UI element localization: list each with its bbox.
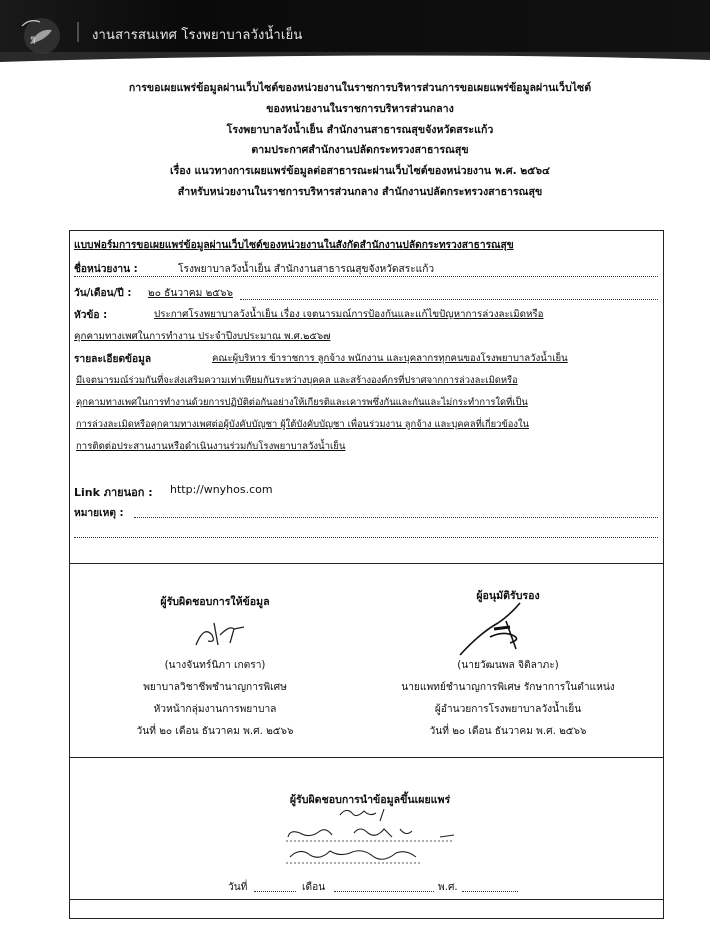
- header-line: สำหรับหน่วยงานในราชการบริหารส่วนกลาง สำนักงานปลัดกระทรวงสาธารณสุข: [177, 185, 543, 198]
- approver-signature-icon: [450, 593, 560, 663]
- date-value: ๒๐ ธันวาคม ๒๕๖๖: [148, 288, 233, 299]
- detail-line: มีเจตนารมณ์ร่วมกันที่จะส่งเสริมความเท่าเทียมกันระหว่างบุคคล และสร้างองค์กรที่ปราศจากการล่วงละเมิดหรือ: [76, 375, 518, 386]
- document-header: [60, 78, 660, 203]
- form-title: แบบฟอร์มการขอเผยแพร่ข้อมูลผ่านเว็บไซต์ของหน่วยงานในสังกัดสำนักงานปลัดกระทรวงสาธารณสุข: [74, 240, 514, 251]
- topic-line: คุกคามทางเพศในการทำงาน ประจำปีงบประมาณ พ.ศ.๒๕๖๗: [74, 331, 331, 342]
- approver-title: ผู้อนุมัติรับรอง: [476, 590, 540, 602]
- section-divider: [70, 563, 663, 564]
- provider-signature-icon: [190, 615, 250, 651]
- svg-text:ๆ: ๆ: [30, 34, 36, 45]
- form-frame: [69, 230, 664, 919]
- link-label: Link ภายนอก :: [74, 486, 153, 499]
- publisher-title: ผู้รับผิดชอบการนำข้อมูลขึ้นเผยแพร่: [289, 794, 451, 806]
- date-label: วัน/เดือน/ปี :: [74, 288, 132, 299]
- header-line: เรื่อง แนวทางการเผยแพร่ข้อมูลต่อสาธารณะผ่านเว็บไซต์ของหน่วยงาน พ.ศ. ๒๕๖๔: [169, 165, 551, 178]
- detail-line: คุกคามทางเพศในการทำงานด้วยการปฏิบัติต่อกันอย่างให้เกียรติและเคารพซึ่งกันและกันและไม่กระทำการใดที่เป็น: [76, 397, 528, 408]
- section-divider: [70, 757, 663, 758]
- org-label: ชื่อหน่วยงาน :: [74, 264, 138, 275]
- dotted-rule: [334, 891, 434, 892]
- publish-date-year-label: พ.ศ.: [438, 882, 458, 893]
- dotted-rule: [134, 517, 658, 518]
- header-line: โรงพยาบาลวังน้ำเย็น สำนักงานสาธารณสุขจังหวัดสระแก้ว: [226, 123, 494, 136]
- header-line: ของหน่วยงานในราชการบริหารส่วนกลาง: [266, 102, 454, 115]
- approver-date: วันที่ ๒๐ เดือน ธันวาคม พ.ศ. ๒๕๖๖: [429, 726, 587, 737]
- detail-line: การติดต่อประสานงานหรือดำเนินงานร่วมกับโรงพยาบาลวังน้ำเย็น: [76, 441, 346, 452]
- provider-position: พยาบาลวิชาชีพชำนาญการพิเศษ: [143, 682, 287, 693]
- dotted-rule: [462, 891, 518, 892]
- dotted-rule: [74, 276, 658, 277]
- header-line: ตามประกาศสำนักงานปลัดกระทรวงสาธารณสุข: [251, 144, 469, 157]
- topic-line: ประกาศโรงพยาบาลวังน้ำเย็น เรื่อง เจตนารมณ์การป้องกันและแก้ไขปัญหาการล่วงละเมิดหรือ: [154, 309, 544, 320]
- detail-line: คณะผู้บริหาร ข้าราชการ ลูกจ้าง พนักงาน และบุคลากรทุกคนของโรงพยาบาลวังน้ำเย็น: [212, 353, 568, 364]
- note-label: หมายเหตุ :: [74, 508, 124, 519]
- org-value: โรงพยาบาลวังน้ำเย็น สำนักงานสาธารณสุขจังหวัดสระแก้ว: [178, 264, 435, 275]
- header-banner: [0, 0, 710, 62]
- link-value[interactable]: http://wnyhos.com: [170, 483, 273, 496]
- dotted-rule: [74, 537, 658, 538]
- approver-name: (นายวัฒนพล จิติลาภะ): [457, 660, 559, 671]
- detail-label: รายละเอียดข้อมูล: [74, 354, 152, 365]
- detail-line: การล่วงละเมิดหรือคุกคามทางเพศต่อผู้บังคับบัญชา ผู้ใต้บังคับบัญชา เพื่อนร่วมงาน ลูกจ้าง และบุคคลที่เกี่ยวข้องใน: [76, 419, 529, 430]
- provider-name: (นางจันทร์นิภา เกตรา): [164, 660, 266, 671]
- topic-label: หัวข้อ :: [74, 310, 108, 321]
- dotted-rule: [254, 891, 296, 892]
- publisher-signature-icon: [280, 803, 470, 873]
- section-divider: [70, 899, 663, 900]
- banner-title: งานสารสนเทศ โรงพยาบาลวังน้ำเย็น: [92, 28, 303, 43]
- provider-role: หัวหน้ากลุ่มงานการพยาบาล: [153, 704, 277, 715]
- approver-position: นายแพทย์ชำนาญการพิเศษ รักษาการในตำแหน่ง: [401, 682, 615, 693]
- approver-role: ผู้อำนวยการโรงพยาบาลวังน้ำเย็น: [434, 704, 582, 715]
- provider-title: ผู้รับผิดชอบการให้ข้อมูล: [160, 596, 270, 608]
- publish-date-day-label: วันที่: [228, 882, 248, 893]
- header-line: การขอเผยแพร่ข้อมูลผ่านเว็บไซต์ของหน่วยงานในราชการบริหารส่วนการขอเผยแพร่ข้อมูลผ่านเว็บไซต์: [128, 82, 592, 94]
- publish-date-month-label: เดือน: [302, 882, 326, 893]
- dotted-rule: [240, 299, 658, 300]
- provider-date: วันที่ ๒๐ เดือน ธันวาคม พ.ศ. ๒๕๖๖: [136, 726, 294, 737]
